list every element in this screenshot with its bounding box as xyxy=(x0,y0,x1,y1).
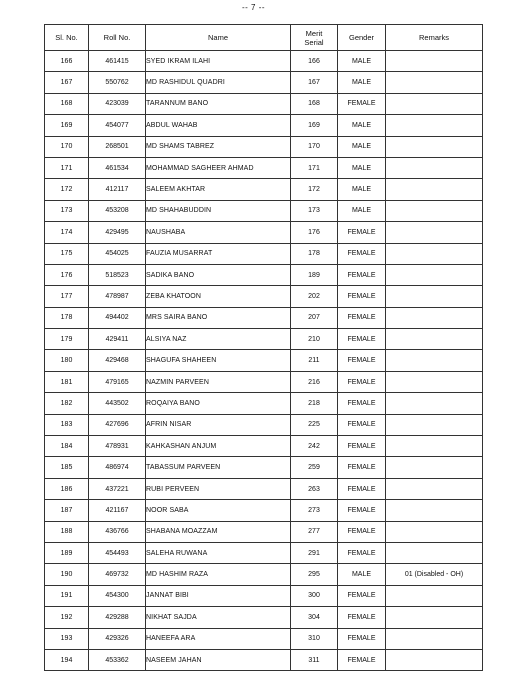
cell-sl-no: 190 xyxy=(45,564,89,585)
cell-remarks xyxy=(386,115,483,136)
cell-gender: FEMALE xyxy=(338,414,386,435)
cell-roll-no: 453362 xyxy=(89,649,146,670)
table-row xyxy=(45,436,483,457)
table-row xyxy=(45,179,483,200)
cell-sl-no: 170 xyxy=(45,136,89,157)
table-row xyxy=(45,51,483,72)
cell-gender: FEMALE xyxy=(338,286,386,307)
cell-roll-no: 443502 xyxy=(89,393,146,414)
cell-remarks: 01 (Disabled - OH) xyxy=(386,564,483,585)
cell-sl-no: 183 xyxy=(45,414,89,435)
cell-gender: MALE xyxy=(338,200,386,221)
cell-sl-no: 166 xyxy=(45,51,89,72)
cell-remarks xyxy=(386,521,483,542)
cell-gender: FEMALE xyxy=(338,222,386,243)
cell-sl-no: 171 xyxy=(45,157,89,178)
cell-remarks xyxy=(386,51,483,72)
table-body xyxy=(45,51,483,671)
cell-remarks xyxy=(386,436,483,457)
cell-roll-no: 436766 xyxy=(89,521,146,542)
table-row xyxy=(45,457,483,478)
cell-remarks xyxy=(386,478,483,499)
cell-merit-serial: 273 xyxy=(291,500,338,521)
cell-gender: FEMALE xyxy=(338,93,386,114)
cell-name: SHABANA MOAZZAM xyxy=(146,521,291,542)
cell-gender: FEMALE xyxy=(338,478,386,499)
column-header-sl-no: Sl. No. xyxy=(45,25,89,51)
table-row xyxy=(45,115,483,136)
cell-remarks xyxy=(386,649,483,670)
cell-remarks xyxy=(386,542,483,563)
cell-merit-serial: 169 xyxy=(291,115,338,136)
table-row xyxy=(45,542,483,563)
cell-remarks xyxy=(386,607,483,628)
cell-merit-serial: 311 xyxy=(291,649,338,670)
cell-merit-serial: 242 xyxy=(291,436,338,457)
cell-merit-serial: 211 xyxy=(291,350,338,371)
cell-name: MD SHAHABUDDIN xyxy=(146,200,291,221)
cell-roll-no: 268501 xyxy=(89,136,146,157)
cell-remarks xyxy=(386,286,483,307)
cell-merit-serial: 178 xyxy=(291,243,338,264)
cell-gender: FEMALE xyxy=(338,457,386,478)
cell-gender: FEMALE xyxy=(338,307,386,328)
cell-name: TARANNUM BANO xyxy=(146,93,291,114)
cell-name: MD HASHIM RAZA xyxy=(146,564,291,585)
cell-gender: FEMALE xyxy=(338,521,386,542)
cell-name: ALSIYA NAZ xyxy=(146,329,291,350)
cell-merit-serial: 207 xyxy=(291,307,338,328)
table-row xyxy=(45,72,483,93)
cell-gender: MALE xyxy=(338,72,386,93)
cell-sl-no: 182 xyxy=(45,393,89,414)
cell-name: MRS SAIRA BANO xyxy=(146,307,291,328)
cell-gender: FEMALE xyxy=(338,436,386,457)
cell-sl-no: 184 xyxy=(45,436,89,457)
cell-roll-no: 461415 xyxy=(89,51,146,72)
table-row xyxy=(45,649,483,670)
cell-roll-no: 454077 xyxy=(89,115,146,136)
cell-remarks xyxy=(386,72,483,93)
cell-roll-no: 429326 xyxy=(89,628,146,649)
cell-merit-serial: 259 xyxy=(291,457,338,478)
cell-name: SHAGUFA SHAHEEN xyxy=(146,350,291,371)
cell-remarks xyxy=(386,350,483,371)
cell-sl-no: 177 xyxy=(45,286,89,307)
cell-gender: MALE xyxy=(338,51,386,72)
table-row xyxy=(45,607,483,628)
cell-roll-no: 454493 xyxy=(89,542,146,563)
column-header-merit-serial xyxy=(291,25,338,51)
cell-gender: MALE xyxy=(338,115,386,136)
cell-name: SALEEM AKHTAR xyxy=(146,179,291,200)
cell-sl-no: 176 xyxy=(45,264,89,285)
cell-merit-serial: 170 xyxy=(291,136,338,157)
cell-gender: FEMALE xyxy=(338,628,386,649)
table-row xyxy=(45,478,483,499)
cell-sl-no: 167 xyxy=(45,72,89,93)
cell-roll-no: 423039 xyxy=(89,93,146,114)
table-row xyxy=(45,93,483,114)
cell-name: KAHKASHAN ANJUM xyxy=(146,436,291,457)
cell-merit-serial: 295 xyxy=(291,564,338,585)
cell-roll-no: 486974 xyxy=(89,457,146,478)
cell-merit-serial: 167 xyxy=(291,72,338,93)
cell-name: NAUSHABA xyxy=(146,222,291,243)
cell-remarks xyxy=(386,136,483,157)
table-row xyxy=(45,286,483,307)
cell-name: NAZMIN PARVEEN xyxy=(146,371,291,392)
table-row xyxy=(45,585,483,606)
cell-gender: FEMALE xyxy=(338,500,386,521)
cell-gender: MALE xyxy=(338,179,386,200)
column-header-name: Name xyxy=(146,25,291,51)
cell-roll-no: 478987 xyxy=(89,286,146,307)
cell-roll-no: 453208 xyxy=(89,200,146,221)
cell-name: MD SHAMS TABREZ xyxy=(146,136,291,157)
cell-merit-serial: 172 xyxy=(291,179,338,200)
cell-sl-no: 175 xyxy=(45,243,89,264)
cell-name: NIKHAT SAJDA xyxy=(146,607,291,628)
page-number: -- 7 -- xyxy=(241,3,266,12)
cell-name: FAUZIA MUSARRAT xyxy=(146,243,291,264)
table-row xyxy=(45,222,483,243)
cell-sl-no: 187 xyxy=(45,500,89,521)
cell-name: NOOR SABA xyxy=(146,500,291,521)
cell-sl-no: 189 xyxy=(45,542,89,563)
cell-name: HANEEFA ARA xyxy=(146,628,291,649)
cell-remarks xyxy=(386,457,483,478)
cell-name: MOHAMMAD SAGHEER AHMAD xyxy=(146,157,291,178)
cell-roll-no: 412117 xyxy=(89,179,146,200)
cell-remarks xyxy=(386,307,483,328)
cell-gender: FEMALE xyxy=(338,393,386,414)
cell-sl-no: 192 xyxy=(45,607,89,628)
cell-name: ROQAIYA BANO xyxy=(146,393,291,414)
table-row xyxy=(45,628,483,649)
cell-roll-no: 437221 xyxy=(89,478,146,499)
cell-roll-no: 479165 xyxy=(89,371,146,392)
table-row xyxy=(45,350,483,371)
table-row xyxy=(45,157,483,178)
cell-sl-no: 188 xyxy=(45,521,89,542)
cell-remarks xyxy=(386,329,483,350)
cell-gender: FEMALE xyxy=(338,350,386,371)
cell-remarks xyxy=(386,628,483,649)
cell-sl-no: 193 xyxy=(45,628,89,649)
cell-remarks xyxy=(386,585,483,606)
table-row xyxy=(45,329,483,350)
cell-remarks xyxy=(386,264,483,285)
column-header-remarks: Remarks xyxy=(386,25,483,51)
cell-remarks xyxy=(386,157,483,178)
cell-sl-no: 178 xyxy=(45,307,89,328)
table-row xyxy=(45,200,483,221)
merit-list-table xyxy=(44,24,483,671)
cell-gender: MALE xyxy=(338,157,386,178)
cell-roll-no: 421167 xyxy=(89,500,146,521)
cell-merit-serial: 176 xyxy=(291,222,338,243)
cell-gender: FEMALE xyxy=(338,329,386,350)
cell-gender: MALE xyxy=(338,136,386,157)
cell-sl-no: 179 xyxy=(45,329,89,350)
cell-roll-no: 429288 xyxy=(89,607,146,628)
header-row xyxy=(45,25,483,51)
cell-sl-no: 174 xyxy=(45,222,89,243)
cell-sl-no: 194 xyxy=(45,649,89,670)
cell-roll-no: 469732 xyxy=(89,564,146,585)
cell-merit-serial: 173 xyxy=(291,200,338,221)
table-row xyxy=(45,136,483,157)
table-row xyxy=(45,307,483,328)
table-row xyxy=(45,500,483,521)
table-header xyxy=(45,25,483,51)
table-row xyxy=(45,243,483,264)
cell-sl-no: 173 xyxy=(45,200,89,221)
cell-roll-no: 454300 xyxy=(89,585,146,606)
cell-roll-no: 518523 xyxy=(89,264,146,285)
cell-merit-serial: 166 xyxy=(291,51,338,72)
cell-name: AFRIN NISAR xyxy=(146,414,291,435)
merit-header-line2: Serial xyxy=(304,37,324,47)
cell-remarks xyxy=(386,222,483,243)
cell-merit-serial: 225 xyxy=(291,414,338,435)
cell-merit-serial: 168 xyxy=(291,93,338,114)
cell-gender: FEMALE xyxy=(338,542,386,563)
cell-gender: MALE xyxy=(338,564,386,585)
cell-remarks xyxy=(386,393,483,414)
column-header-gender: Gender xyxy=(338,25,386,51)
merit-header-line1: Merit xyxy=(305,28,323,38)
cell-sl-no: 181 xyxy=(45,371,89,392)
cell-remarks xyxy=(386,179,483,200)
table-row xyxy=(45,393,483,414)
cell-merit-serial: 218 xyxy=(291,393,338,414)
cell-sl-no: 169 xyxy=(45,115,89,136)
cell-remarks xyxy=(386,500,483,521)
cell-merit-serial: 304 xyxy=(291,607,338,628)
cell-gender: FEMALE xyxy=(338,585,386,606)
cell-gender: FEMALE xyxy=(338,649,386,670)
cell-merit-serial: 310 xyxy=(291,628,338,649)
cell-remarks xyxy=(386,243,483,264)
cell-roll-no: 461534 xyxy=(89,157,146,178)
cell-sl-no: 180 xyxy=(45,350,89,371)
cell-roll-no: 429468 xyxy=(89,350,146,371)
cell-roll-no: 427696 xyxy=(89,414,146,435)
cell-remarks xyxy=(386,200,483,221)
cell-sl-no: 191 xyxy=(45,585,89,606)
column-header-roll-no: Roll No. xyxy=(89,25,146,51)
cell-name: NASEEM JAHAN xyxy=(146,649,291,670)
cell-roll-no: 494402 xyxy=(89,307,146,328)
cell-sl-no: 172 xyxy=(45,179,89,200)
cell-name: SYED IKRAM ILAHI xyxy=(146,51,291,72)
cell-merit-serial: 216 xyxy=(291,371,338,392)
table-row xyxy=(45,414,483,435)
cell-remarks xyxy=(386,371,483,392)
cell-name: TABASSUM PARVEEN xyxy=(146,457,291,478)
table-row xyxy=(45,264,483,285)
cell-roll-no: 454025 xyxy=(89,243,146,264)
cell-gender: FEMALE xyxy=(338,264,386,285)
cell-sl-no: 168 xyxy=(45,93,89,114)
cell-merit-serial: 171 xyxy=(291,157,338,178)
cell-sl-no: 186 xyxy=(45,478,89,499)
cell-roll-no: 550762 xyxy=(89,72,146,93)
cell-name: SADIKA BANO xyxy=(146,264,291,285)
cell-name: ABDUL WAHAB xyxy=(146,115,291,136)
cell-name: RUBI PERVEEN xyxy=(146,478,291,499)
cell-merit-serial: 277 xyxy=(291,521,338,542)
cell-name: SALEHA RUWANA xyxy=(146,542,291,563)
cell-remarks xyxy=(386,93,483,114)
cell-merit-serial: 189 xyxy=(291,264,338,285)
cell-roll-no: 478931 xyxy=(89,436,146,457)
cell-gender: FEMALE xyxy=(338,243,386,264)
cell-sl-no: 185 xyxy=(45,457,89,478)
cell-name: ZEBA KHATOON xyxy=(146,286,291,307)
table-row xyxy=(45,564,483,585)
cell-roll-no: 429495 xyxy=(89,222,146,243)
cell-roll-no: 429411 xyxy=(89,329,146,350)
cell-name: MD RASHIDUL QUADRI xyxy=(146,72,291,93)
cell-name: JANNAT BIBI xyxy=(146,585,291,606)
cell-merit-serial: 291 xyxy=(291,542,338,563)
cell-remarks xyxy=(386,414,483,435)
table-row xyxy=(45,371,483,392)
cell-merit-serial: 263 xyxy=(291,478,338,499)
cell-merit-serial: 300 xyxy=(291,585,338,606)
cell-merit-serial: 210 xyxy=(291,329,338,350)
cell-gender: FEMALE xyxy=(338,607,386,628)
cell-merit-serial: 202 xyxy=(291,286,338,307)
table-row xyxy=(45,521,483,542)
cell-gender: FEMALE xyxy=(338,371,386,392)
